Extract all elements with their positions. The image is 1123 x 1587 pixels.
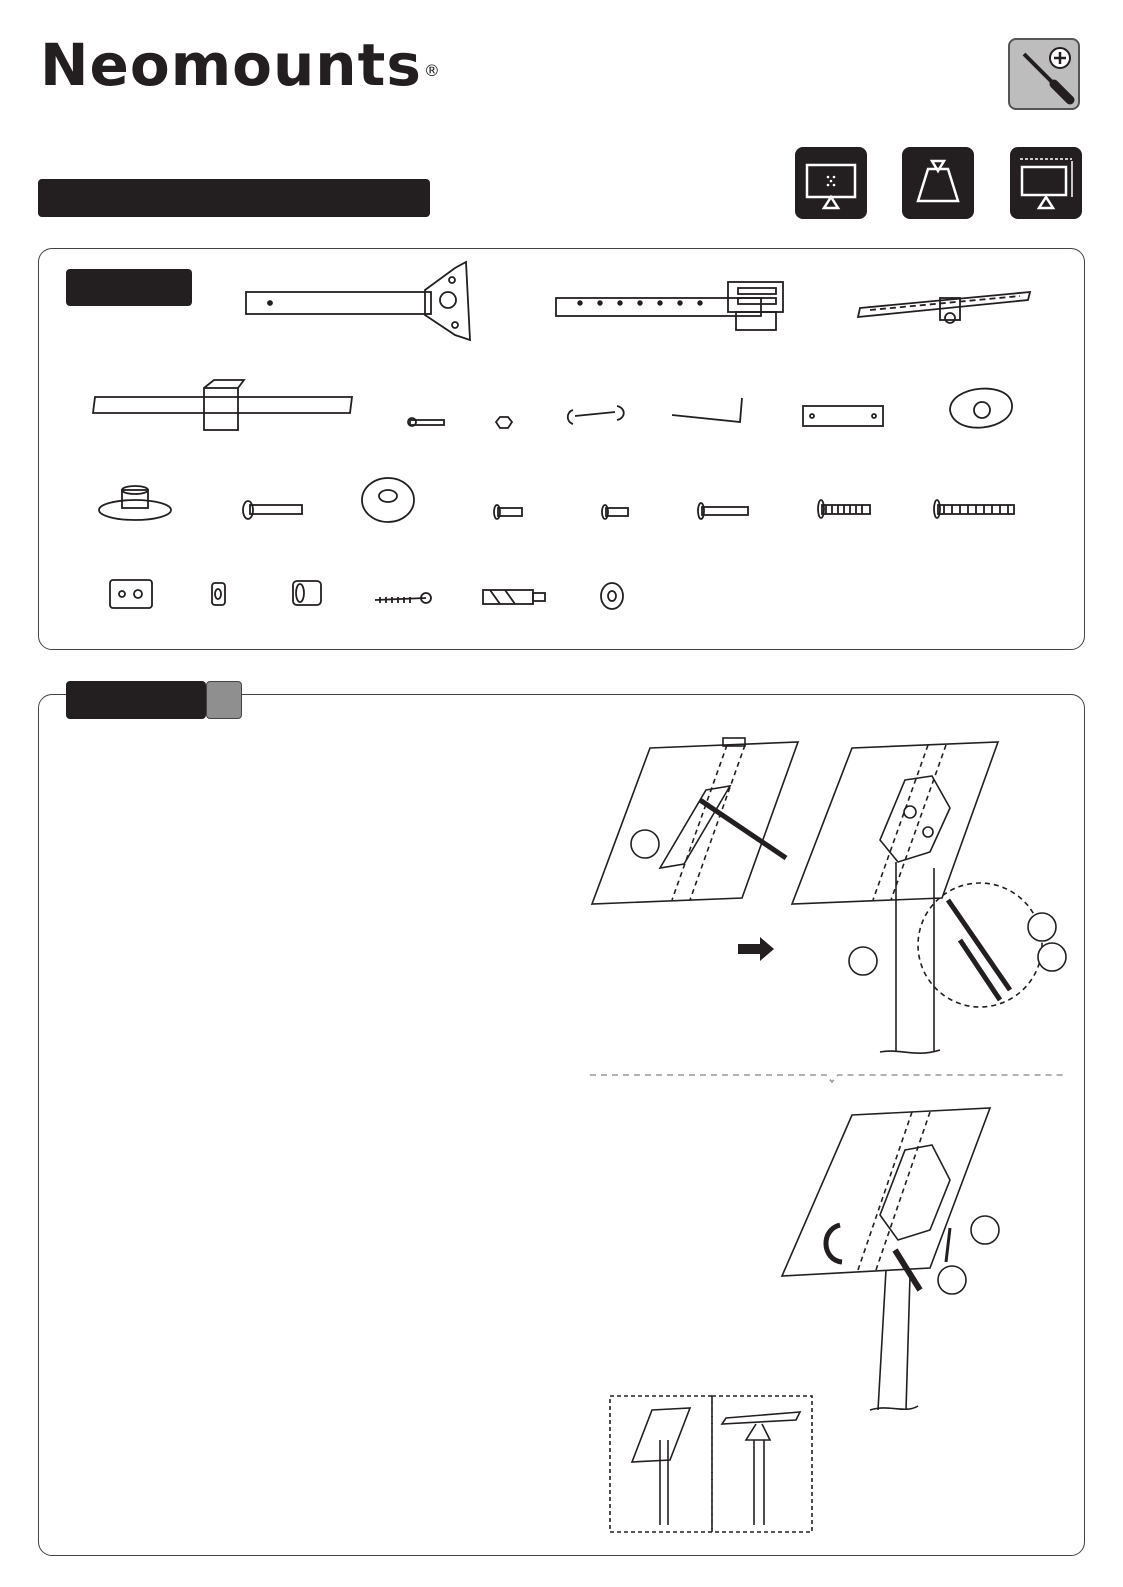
- callout-circle: [971, 1216, 999, 1244]
- registered-mark: ®: [423, 61, 441, 80]
- mount-tightening: [782, 1108, 999, 1410]
- ceiling-panel-mounting: [792, 742, 1066, 1053]
- callout-circle: [631, 830, 659, 858]
- step-divider: [590, 1075, 1065, 1082]
- callout-circle: [1038, 943, 1066, 971]
- right-arrow-icon: [738, 937, 774, 961]
- brand-name: Neomounts: [40, 31, 422, 99]
- inset-options: [610, 1396, 812, 1532]
- callout-circle: [1028, 913, 1056, 941]
- ceiling-panel-marking: [592, 738, 798, 904]
- callout-circle: [849, 947, 877, 975]
- callout-circle: [938, 1266, 966, 1294]
